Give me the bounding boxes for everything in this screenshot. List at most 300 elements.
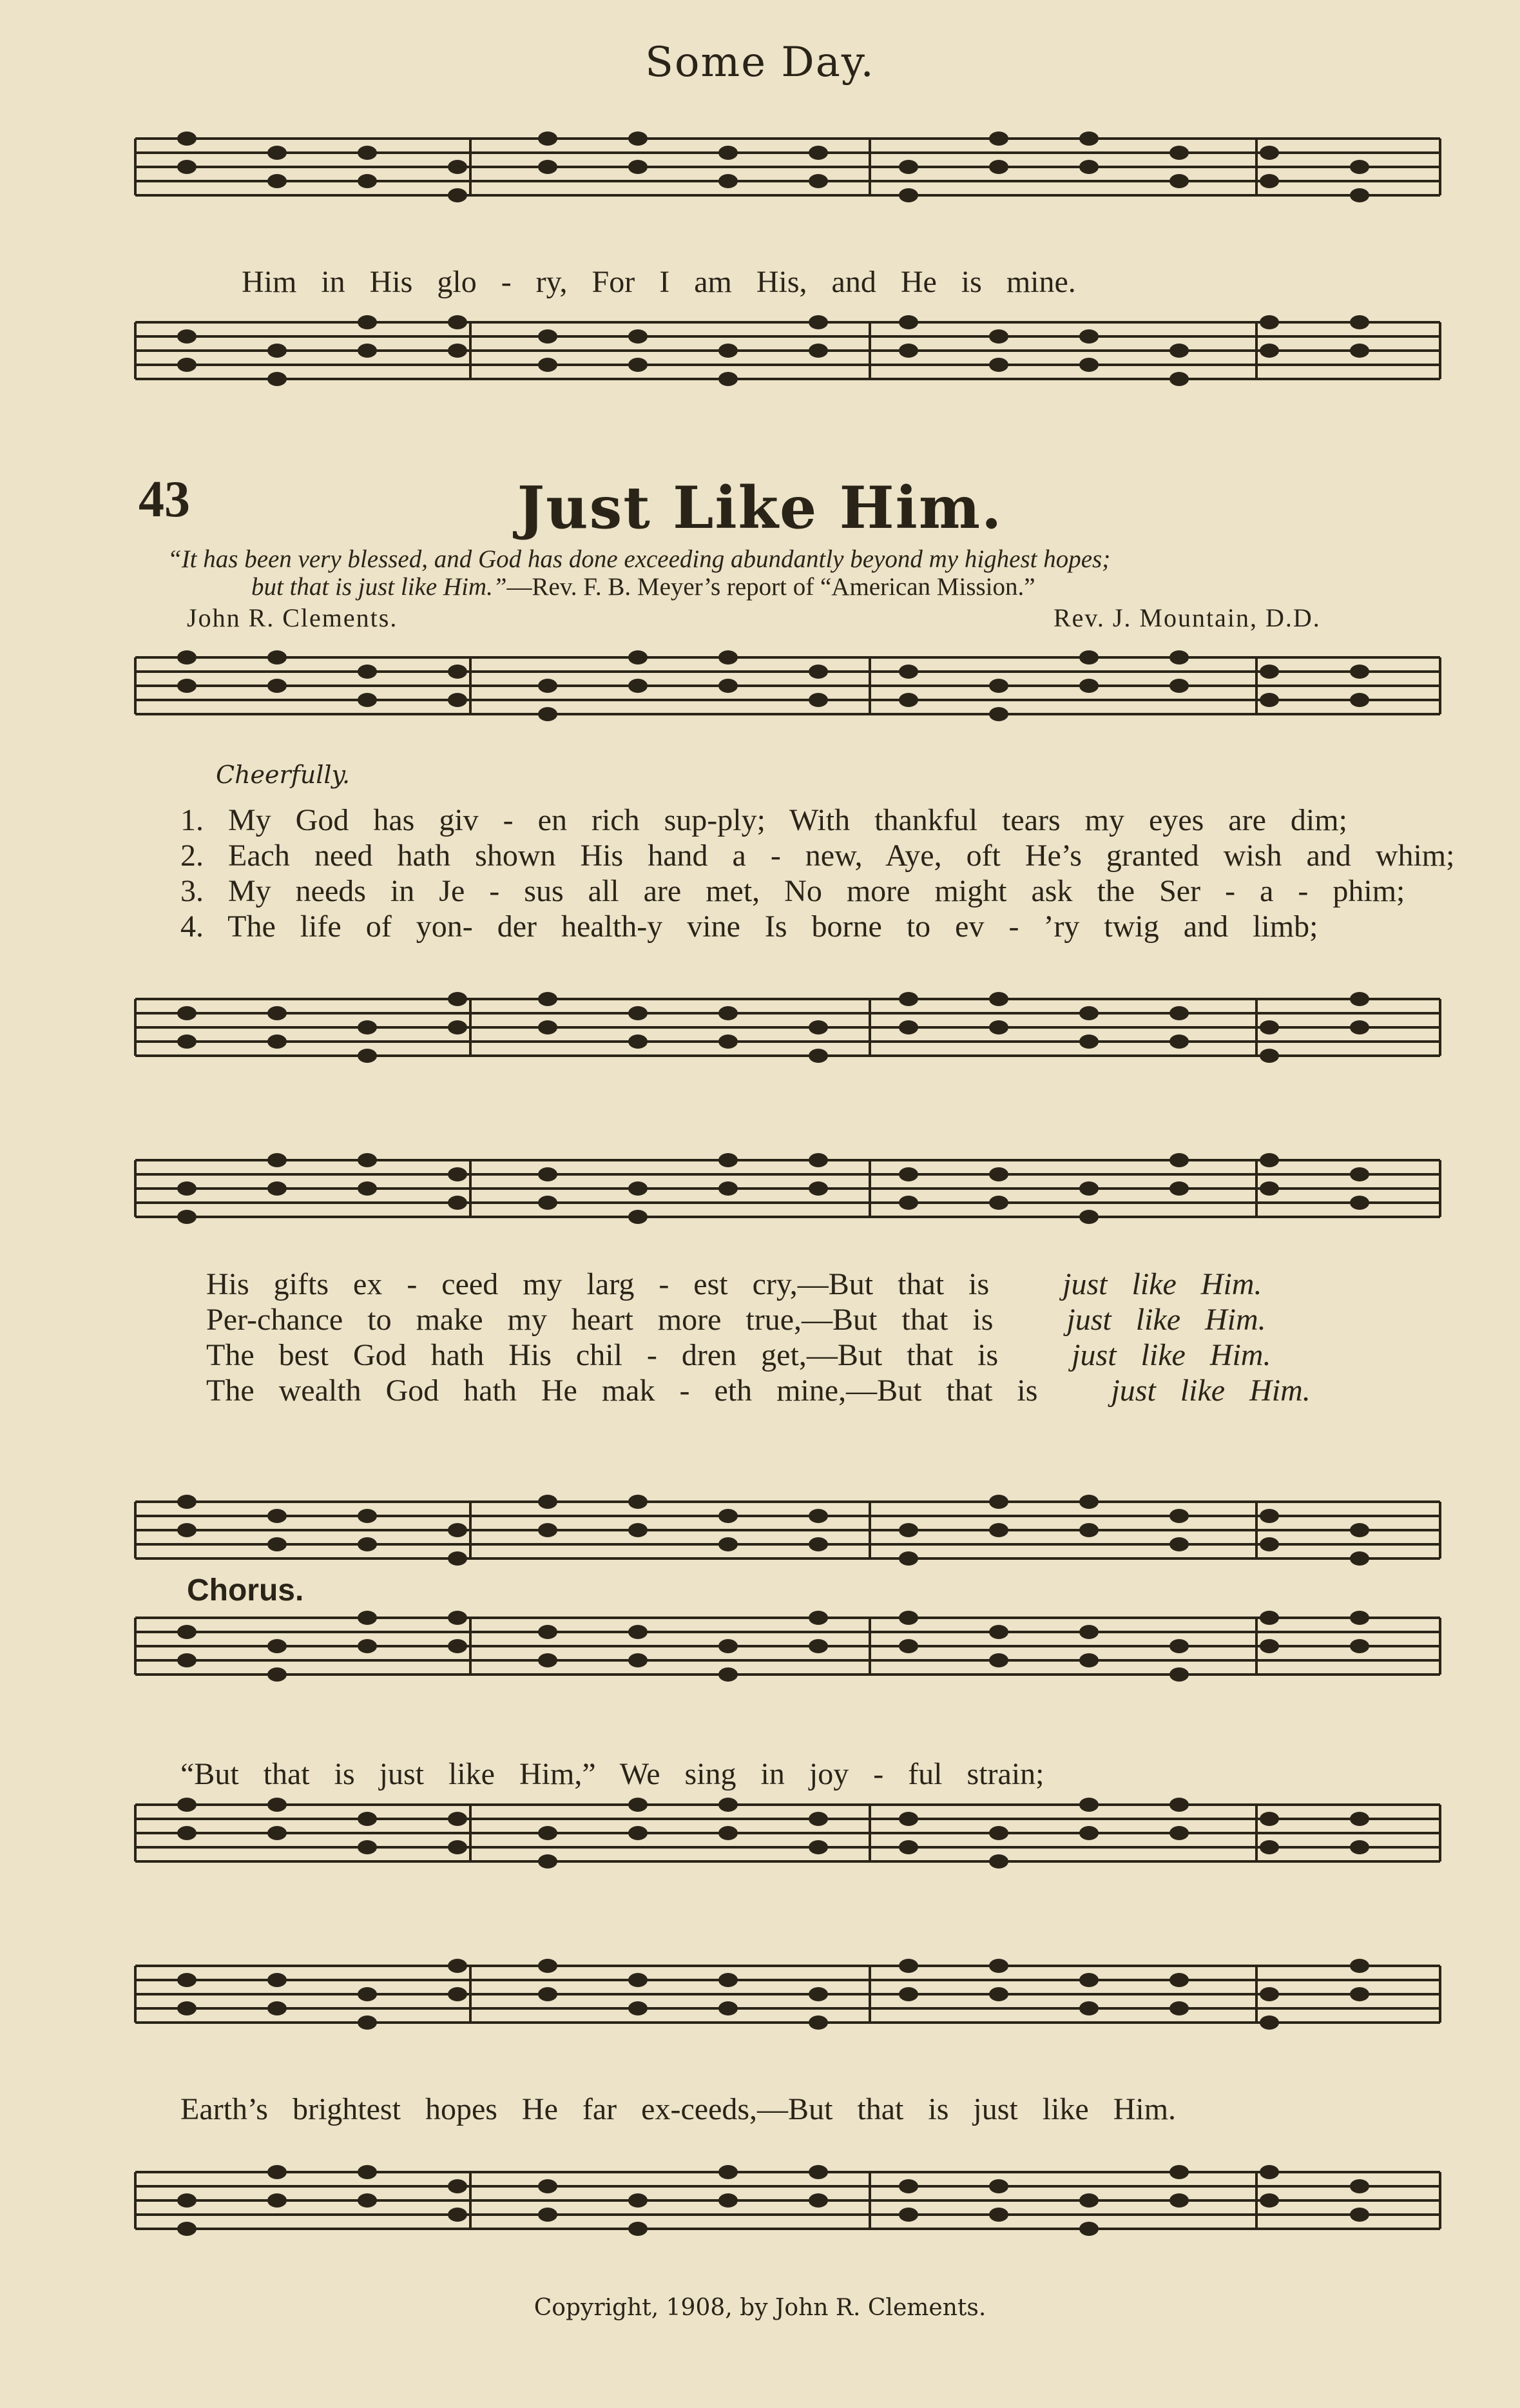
verse-4-line-2: The wealth God hath He mak - eth mine,—But that is just like Him. — [206, 1374, 1311, 1408]
note-head — [1350, 1523, 1369, 1537]
note-head — [1260, 1812, 1279, 1826]
note-head — [628, 1034, 648, 1049]
note-head — [1169, 1826, 1189, 1840]
note-head — [1079, 1006, 1099, 1020]
note-head — [267, 1798, 287, 1812]
note-head — [1169, 1537, 1189, 1551]
note-head — [267, 2193, 287, 2208]
note-head — [989, 1523, 1008, 1537]
note-head — [809, 1020, 828, 1034]
note-head — [809, 1987, 828, 2001]
note-head — [809, 1611, 828, 1625]
note-head — [448, 1523, 467, 1537]
note-head — [267, 1667, 287, 1682]
note-head — [1079, 1181, 1099, 1196]
note-head — [267, 679, 287, 693]
note-head — [538, 1826, 557, 1840]
note-head — [267, 2165, 287, 2179]
note-head — [899, 1523, 918, 1537]
note-head — [1169, 344, 1189, 358]
note-head — [989, 1167, 1008, 1181]
note-head — [989, 160, 1008, 174]
note-head — [899, 665, 918, 679]
note-head — [267, 1006, 287, 1020]
note-head — [809, 1840, 828, 1854]
note-head — [538, 1167, 557, 1181]
note-head — [1079, 1495, 1099, 1509]
note-head — [899, 2208, 918, 2222]
note-head — [267, 1639, 287, 1653]
note-head — [358, 1509, 377, 1523]
note-head — [358, 174, 377, 188]
note-head — [718, 372, 738, 386]
note-head — [538, 1854, 557, 1869]
note-head — [448, 1959, 467, 1973]
note-head — [177, 329, 197, 344]
note-head — [267, 372, 287, 386]
tempo-marking: Cheerfully. — [216, 761, 351, 789]
note-head — [718, 1034, 738, 1049]
note-head — [809, 2165, 828, 2179]
note-head — [358, 1611, 377, 1625]
note-head — [989, 358, 1008, 372]
note-head — [538, 131, 557, 146]
note-head — [177, 1826, 197, 1840]
note-head — [358, 1639, 377, 1653]
note-head — [718, 2193, 738, 2208]
note-head — [718, 650, 738, 665]
note-head — [718, 146, 738, 160]
note-head — [628, 1653, 648, 1667]
note-head — [358, 1049, 377, 1063]
note-head — [628, 1973, 648, 1987]
note-head — [1169, 1509, 1189, 1523]
note-head — [1079, 1653, 1099, 1667]
note-head — [267, 2001, 287, 2015]
note-head — [1350, 1551, 1369, 1566]
note-head — [1079, 1034, 1099, 1049]
note-head — [177, 1798, 197, 1812]
note-head — [628, 1495, 648, 1509]
epigraph-italic: but that is just like Him.” — [251, 573, 507, 601]
words-credit: John R. Clements. — [187, 603, 398, 632]
note-head — [809, 315, 828, 329]
note-head — [448, 1639, 467, 1653]
note-head — [1260, 1639, 1279, 1653]
note-head — [538, 707, 557, 721]
note-head — [448, 1020, 467, 1034]
note-head — [1169, 679, 1189, 693]
verse-1-line-2: His gifts ex - ceed my larg - est cry,—But that is just like Him. — [206, 1267, 1262, 1301]
note-head — [1079, 679, 1099, 693]
note-head — [448, 1611, 467, 1625]
note-head — [1079, 160, 1099, 174]
chorus-label: Chorus. — [187, 1573, 304, 1607]
note-head — [1169, 1973, 1189, 1987]
note-head — [177, 1973, 197, 1987]
note-head — [1169, 2193, 1189, 2208]
note-head — [628, 2001, 648, 2015]
note-head — [1350, 1959, 1369, 1973]
note-head — [989, 1854, 1008, 1869]
note-head — [1079, 2193, 1099, 2208]
note-head — [899, 344, 918, 358]
note-head — [809, 665, 828, 679]
note-head — [809, 344, 828, 358]
note-head — [1079, 1210, 1099, 1224]
note-head — [1260, 693, 1279, 707]
note-head — [1260, 344, 1279, 358]
note-head — [899, 1812, 918, 1826]
note-head — [448, 1987, 467, 2001]
note-head — [177, 1495, 197, 1509]
note-head — [1260, 665, 1279, 679]
note-head — [989, 992, 1008, 1006]
note-head — [1350, 992, 1369, 1006]
note-head — [1260, 1509, 1279, 1523]
note-head — [628, 1625, 648, 1639]
note-head — [989, 1959, 1008, 1973]
note-head — [538, 1495, 557, 1509]
note-head — [267, 1826, 287, 1840]
note-head — [1079, 1798, 1099, 1812]
note-head — [628, 2193, 648, 2208]
note-head — [989, 2208, 1008, 2222]
note-head — [177, 1181, 197, 1196]
note-head — [358, 1840, 377, 1854]
note-head — [1079, 358, 1099, 372]
note-head — [809, 2015, 828, 2030]
note-head — [899, 2179, 918, 2193]
note-head — [989, 1196, 1008, 1210]
note-head — [538, 1987, 557, 2001]
note-head — [1350, 2179, 1369, 2193]
note-head — [1169, 650, 1189, 665]
note-head — [267, 1181, 287, 1196]
note-head — [538, 160, 557, 174]
note-head — [809, 1049, 828, 1063]
note-head — [177, 1653, 197, 1667]
note-head — [538, 1653, 557, 1667]
note-head — [1260, 2193, 1279, 2208]
note-head — [267, 1973, 287, 1987]
note-head — [1169, 1034, 1189, 1049]
note-head — [358, 1153, 377, 1167]
chorus-line-2: Earth’s brightest hopes He far ex-ceeds,—But that is just like Him. — [180, 2092, 1177, 2126]
note-head — [1350, 665, 1369, 679]
note-head — [1260, 315, 1279, 329]
note-head — [538, 1196, 557, 1210]
note-head — [448, 344, 467, 358]
note-head — [628, 329, 648, 344]
note-head — [989, 1826, 1008, 1840]
note-head — [538, 2208, 557, 2222]
epigraph-line-2 — [251, 572, 1476, 601]
verse-2-line-1: 2. Each need hath shown His hand a - new, Aye, oft He’s granted wish and whim; — [180, 839, 1455, 873]
note-head — [1260, 1153, 1279, 1167]
note-head — [1169, 1153, 1189, 1167]
note-head — [718, 174, 738, 188]
note-head — [628, 1826, 648, 1840]
note-head — [538, 1523, 557, 1537]
note-head — [448, 188, 467, 202]
note-head — [448, 1840, 467, 1854]
note-head — [177, 2193, 197, 2208]
note-head — [177, 650, 197, 665]
note-head — [1260, 1611, 1279, 1625]
note-head — [358, 1020, 377, 1034]
note-head — [1350, 1812, 1369, 1826]
note-head — [718, 1181, 738, 1196]
note-head — [718, 1509, 738, 1523]
note-head — [1079, 1625, 1099, 1639]
note-head — [899, 188, 918, 202]
note-head — [448, 1812, 467, 1826]
note-head — [1169, 146, 1189, 160]
note-head — [267, 1537, 287, 1551]
note-head — [448, 1196, 467, 1210]
note-head — [899, 315, 918, 329]
note-head — [628, 1181, 648, 1196]
note-head — [809, 174, 828, 188]
note-head — [1169, 2165, 1189, 2179]
note-head — [177, 358, 197, 372]
note-head — [358, 1987, 377, 2001]
note-head — [718, 2001, 738, 2015]
note-head — [267, 1034, 287, 1049]
verse-2-line-2: Per-chance to make my heart more true,—But that is just like Him. — [206, 1303, 1266, 1337]
note-head — [989, 1495, 1008, 1509]
epigraph-plain: —Rev. F. B. Meyer’s report of “American Mission.” — [506, 573, 1035, 601]
note-head — [1350, 1611, 1369, 1625]
note-head — [1169, 1006, 1189, 1020]
note-head — [899, 1020, 918, 1034]
note-head — [628, 1006, 648, 1020]
note-head — [809, 1153, 828, 1167]
note-head — [1350, 344, 1369, 358]
note-head — [1350, 188, 1369, 202]
verse-4-line-1: 4. The life of yon- der health-y vine Is borne to ev - ’ry twig and limb; — [180, 909, 1318, 944]
note-head — [1079, 2222, 1099, 2236]
note-head — [1350, 160, 1369, 174]
note-head — [628, 650, 648, 665]
verse-3-line-1: 3. My needs in Je - sus all are met, No more might ask the Ser - a - phim; — [180, 874, 1405, 908]
note-head — [358, 2165, 377, 2179]
note-head — [1260, 2015, 1279, 2030]
note-head — [989, 707, 1008, 721]
note-head — [448, 1551, 467, 1566]
note-head — [538, 329, 557, 344]
note-head — [989, 1625, 1008, 1639]
note-head — [267, 146, 287, 160]
note-head — [1079, 2001, 1099, 2015]
note-head — [1350, 1020, 1369, 1034]
note-head — [538, 1020, 557, 1034]
note-head — [358, 2015, 377, 2030]
note-head — [1350, 1840, 1369, 1854]
note-head — [267, 1153, 287, 1167]
note-head — [358, 665, 377, 679]
note-head — [989, 679, 1008, 693]
note-head — [177, 160, 197, 174]
note-head — [899, 1639, 918, 1653]
note-head — [358, 1812, 377, 1826]
note-head — [809, 1509, 828, 1523]
note-head — [628, 1210, 648, 1224]
running-title: Some Day. — [645, 39, 875, 86]
note-head — [177, 1006, 197, 1020]
note-head — [989, 329, 1008, 344]
copyright: Copyright, 1908, by John R. Clements. — [534, 2295, 986, 2321]
note-head — [538, 992, 557, 1006]
note-head — [448, 2208, 467, 2222]
note-head — [358, 315, 377, 329]
note-head — [358, 146, 377, 160]
note-head — [1079, 329, 1099, 344]
note-head — [358, 344, 377, 358]
note-head — [1169, 174, 1189, 188]
note-head — [1260, 146, 1279, 160]
note-head — [358, 1537, 377, 1551]
note-head — [809, 1537, 828, 1551]
note-head — [899, 1959, 918, 1973]
verse-3-line-2: The best God hath His chil - dren get,—But that is just like Him. — [206, 1338, 1271, 1372]
prev-hymn-refrain: Him in His glo - ry, For I am His, and He is mine. — [242, 265, 1076, 299]
note-head — [899, 1987, 918, 2001]
note-head — [809, 1812, 828, 1826]
note-head — [718, 1639, 738, 1653]
note-head — [1079, 1523, 1099, 1537]
note-head — [899, 1611, 918, 1625]
note-head — [899, 992, 918, 1006]
note-head — [267, 174, 287, 188]
note-head — [1350, 2208, 1369, 2222]
note-head — [1350, 693, 1369, 707]
note-head — [448, 693, 467, 707]
note-head — [1350, 1167, 1369, 1181]
note-head — [1260, 1987, 1279, 2001]
note-head — [448, 2179, 467, 2193]
verse-1-line-1: 1. My God has giv - en rich sup-ply; With thankful tears my eyes are dim; — [180, 803, 1347, 837]
note-head — [718, 344, 738, 358]
note-head — [628, 131, 648, 146]
note-head — [989, 2179, 1008, 2193]
note-head — [538, 1625, 557, 1639]
note-head — [1350, 1196, 1369, 1210]
note-head — [628, 679, 648, 693]
note-head — [448, 160, 467, 174]
note-head — [628, 358, 648, 372]
note-head — [1260, 174, 1279, 188]
note-head — [177, 1210, 197, 1224]
note-head — [628, 1798, 648, 1812]
note-head — [628, 2222, 648, 2236]
note-head — [989, 131, 1008, 146]
note-head — [628, 1523, 648, 1537]
note-head — [899, 693, 918, 707]
note-head — [358, 693, 377, 707]
note-head — [718, 1153, 738, 1167]
note-head — [1169, 1798, 1189, 1812]
note-head — [1079, 1973, 1099, 1987]
note-head — [1079, 1826, 1099, 1840]
note-head — [177, 679, 197, 693]
note-head — [177, 1034, 197, 1049]
note-head — [1350, 1987, 1369, 2001]
note-head — [718, 1798, 738, 1812]
note-head — [1260, 1537, 1279, 1551]
note-head — [358, 1181, 377, 1196]
note-head — [1260, 1020, 1279, 1034]
note-head — [448, 992, 467, 1006]
note-head — [538, 1959, 557, 1973]
note-head — [1169, 1639, 1189, 1653]
note-head — [1169, 1667, 1189, 1682]
note-head — [448, 315, 467, 329]
note-head — [1169, 2001, 1189, 2015]
note-head — [538, 679, 557, 693]
note-head — [267, 344, 287, 358]
note-head — [177, 1625, 197, 1639]
note-head — [448, 665, 467, 679]
note-head — [809, 693, 828, 707]
hymn-number: 43 — [139, 471, 190, 528]
note-head — [628, 160, 648, 174]
note-head — [899, 1840, 918, 1854]
note-head — [1260, 1049, 1279, 1063]
note-head — [1260, 1840, 1279, 1854]
note-head — [1260, 2165, 1279, 2179]
note-head — [809, 1639, 828, 1653]
note-head — [899, 160, 918, 174]
note-head — [899, 1196, 918, 1210]
note-head — [899, 1167, 918, 1181]
note-head — [718, 1006, 738, 1020]
note-head — [1079, 131, 1099, 146]
hymn-title: Just Like Him. — [517, 474, 1003, 542]
note-head — [809, 146, 828, 160]
note-head — [267, 650, 287, 665]
note-head — [1350, 315, 1369, 329]
note-head — [718, 1826, 738, 1840]
note-head — [448, 1167, 467, 1181]
note-head — [718, 1973, 738, 1987]
note-head — [989, 1653, 1008, 1667]
music-credit: Rev. J. Mountain, D.D. — [1053, 603, 1321, 632]
note-head — [809, 1181, 828, 1196]
note-head — [177, 2222, 197, 2236]
note-head — [718, 679, 738, 693]
note-head — [718, 2165, 738, 2179]
note-head — [177, 131, 197, 146]
note-head — [1079, 650, 1099, 665]
note-head — [809, 2193, 828, 2208]
note-head — [1169, 372, 1189, 386]
note-head — [538, 358, 557, 372]
epigraph-line-1: “It has been very blessed, and God has done exceeding abundantly beyond my highest hopes; — [168, 545, 1111, 573]
note-head — [989, 1020, 1008, 1034]
chorus-line-1: “But that is just like Him,” We sing in joy - ful strain; — [180, 1757, 1044, 1791]
note-head — [1169, 1181, 1189, 1196]
note-head — [358, 2193, 377, 2208]
note-head — [538, 2179, 557, 2193]
note-head — [1260, 1181, 1279, 1196]
note-head — [718, 1537, 738, 1551]
note-head — [177, 1523, 197, 1537]
note-head — [718, 1667, 738, 1682]
note-head — [899, 1551, 918, 1566]
note-head — [177, 2001, 197, 2015]
